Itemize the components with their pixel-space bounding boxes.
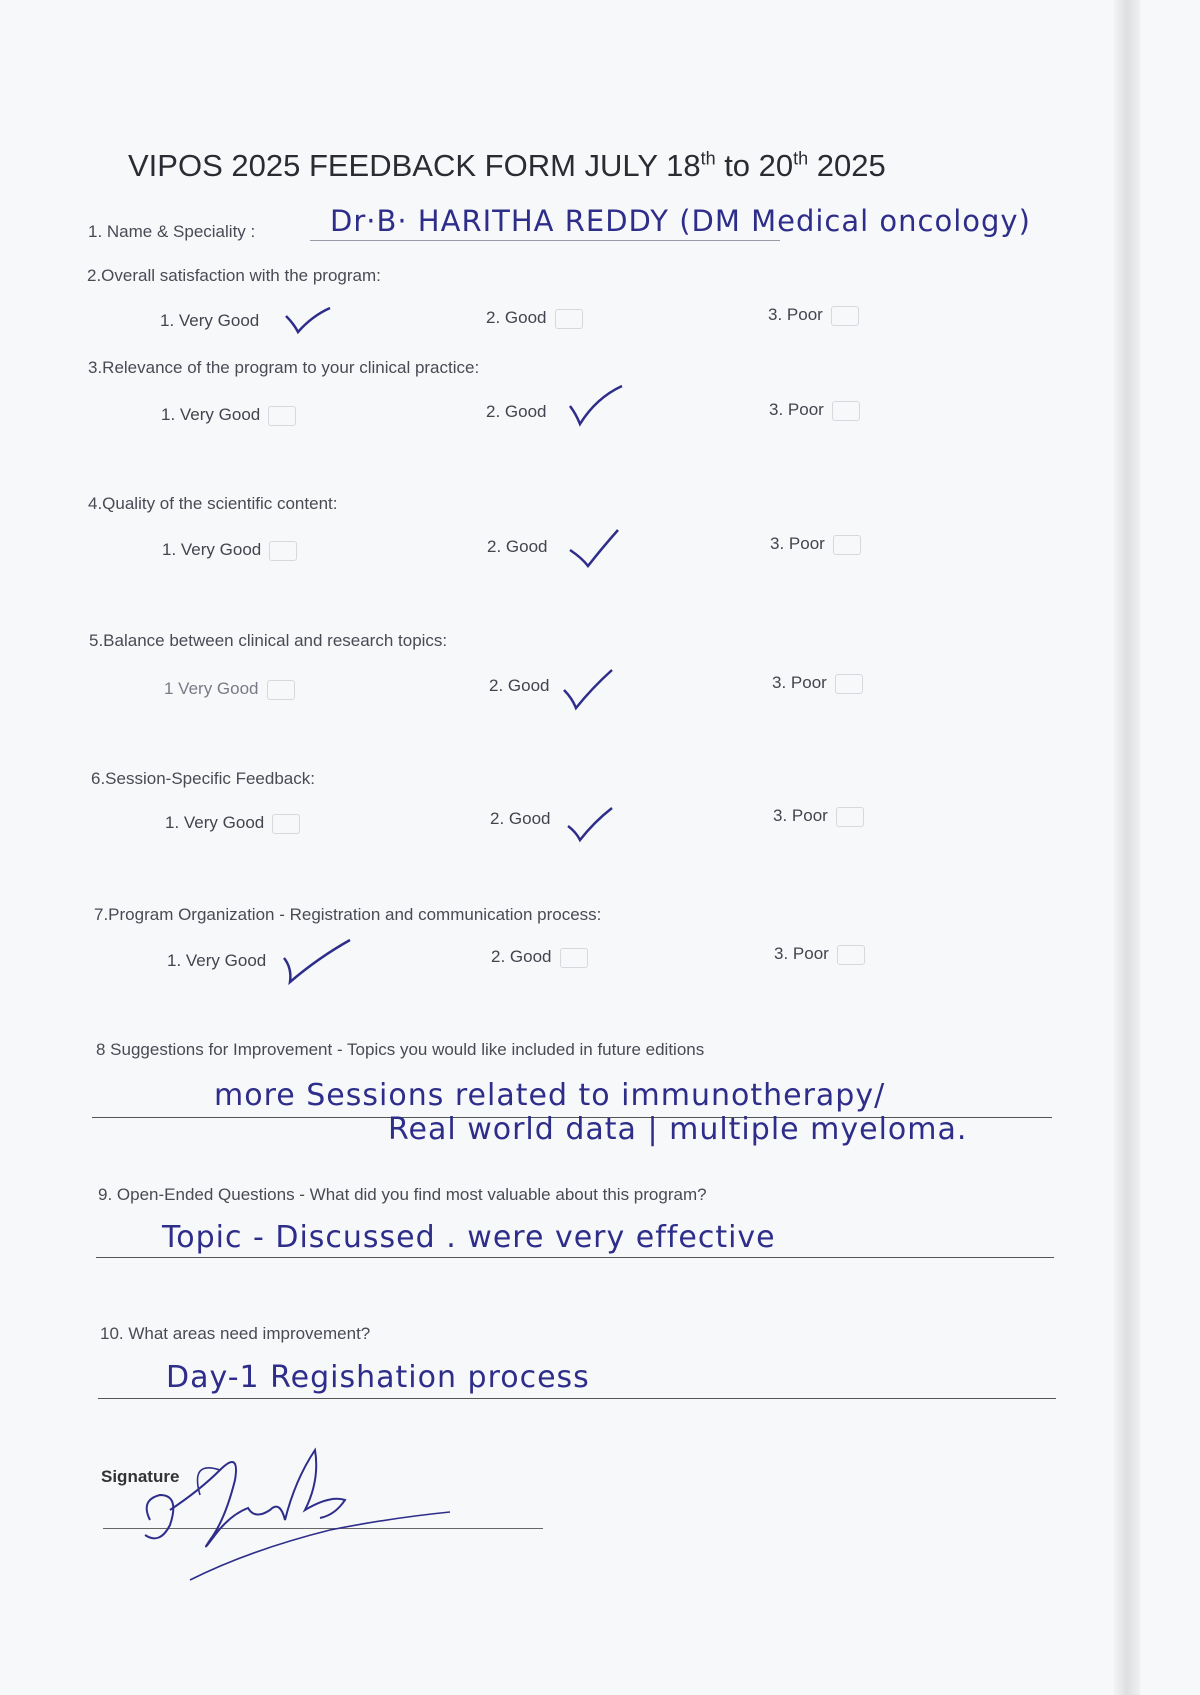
q8-label: 8 Suggestions for Improvement - Topics you would like included in future editions	[96, 1040, 705, 1059]
q3-checkbox-very-good[interactable]	[268, 406, 296, 426]
q2-checkbox-good[interactable]	[555, 309, 583, 329]
q7-check-mark-icon	[280, 938, 352, 986]
q3-label: 3.Relevance of the program to your clinical practice:	[88, 358, 480, 377]
q9-answer: Topic - Discussed . were very effective	[162, 1220, 776, 1255]
q6-option-very-good[interactable]: 1. Very Good	[165, 813, 300, 834]
q6-option-poor[interactable]: 3. Poor	[773, 806, 864, 827]
q4-label: 4.Quality of the scientific content:	[88, 494, 338, 513]
q5-checkbox-very-good[interactable]	[267, 680, 295, 700]
q2-option-very-good[interactable]: 1. Very Good	[160, 311, 260, 330]
q7-label: 7.Program Organization - Registration and communication process:	[94, 905, 602, 924]
q4-option-poor[interactable]: 3. Poor	[770, 534, 861, 555]
q8-answer-line-2: Real world data | multiple myeloma.	[388, 1112, 968, 1147]
q6-check-mark-icon	[566, 806, 614, 842]
q6-checkbox-poor[interactable]	[836, 807, 864, 827]
q7-option-very-good[interactable]: 1. Very Good	[167, 951, 267, 970]
q1-label: 1. Name & Speciality :	[88, 222, 256, 241]
signature-label: Signature	[101, 1467, 180, 1486]
q3-checkbox-poor[interactable]	[832, 401, 860, 421]
q3-option-good[interactable]: 2. Good	[486, 402, 547, 421]
q10-rule	[98, 1398, 1056, 1399]
q6-label: 6.Session-Specific Feedback:	[91, 769, 315, 788]
q5-check-mark-icon	[562, 668, 614, 710]
q10-answer: Day-1 Regishation process	[166, 1360, 590, 1395]
q3-check-mark-icon	[568, 384, 624, 428]
q7-option-poor[interactable]: 3. Poor	[774, 944, 865, 965]
q2-label: 2.Overall satisfaction with the program:	[87, 266, 381, 285]
q8-answer-line-1: more Sessions related to immunotherapy/	[214, 1078, 886, 1113]
q2-checkbox-poor[interactable]	[831, 306, 859, 326]
q5-option-very-good[interactable]: 1 Very Good	[164, 679, 295, 700]
q3-option-very-good[interactable]: 1. Very Good	[161, 405, 296, 426]
q1-answer: Dr·B· HARITHA REDDY (DM Medical oncology)	[330, 204, 1031, 238]
q3-option-poor[interactable]: 3. Poor	[769, 400, 860, 421]
q6-option-good[interactable]: 2. Good	[490, 809, 551, 828]
q2-option-good[interactable]: 2. Good	[486, 308, 583, 329]
q4-option-good[interactable]: 2. Good	[487, 537, 548, 556]
q7-option-good[interactable]: 2. Good	[491, 947, 588, 968]
q5-option-poor[interactable]: 3. Poor	[772, 673, 863, 694]
signature-scribble-icon	[130, 1440, 470, 1590]
q4-checkbox-poor[interactable]	[833, 535, 861, 555]
q7-checkbox-good[interactable]	[560, 948, 588, 968]
q9-label: 9. Open-Ended Questions - What did you find most valuable about this program?	[98, 1185, 707, 1204]
q6-checkbox-very-good[interactable]	[272, 814, 300, 834]
q5-option-good[interactable]: 2. Good	[489, 676, 550, 695]
q4-check-mark-icon	[568, 528, 620, 568]
q2-check-mark-icon	[284, 306, 334, 336]
q7-checkbox-poor[interactable]	[837, 945, 865, 965]
q2-option-poor[interactable]: 3. Poor	[768, 305, 859, 326]
scan-edge-shadow	[1114, 0, 1140, 1695]
form-title: VIPOS 2025 FEEDBACK FORM JULY 18th to 20th 2025	[128, 148, 886, 183]
q5-checkbox-poor[interactable]	[835, 674, 863, 694]
q4-checkbox-very-good[interactable]	[269, 541, 297, 561]
q10-label: 10. What areas need improvement?	[100, 1324, 371, 1343]
q5-label: 5.Balance between clinical and research topics:	[89, 631, 448, 650]
q4-option-very-good[interactable]: 1. Very Good	[162, 540, 297, 561]
q9-rule	[96, 1257, 1054, 1258]
q1-rule	[310, 240, 780, 241]
